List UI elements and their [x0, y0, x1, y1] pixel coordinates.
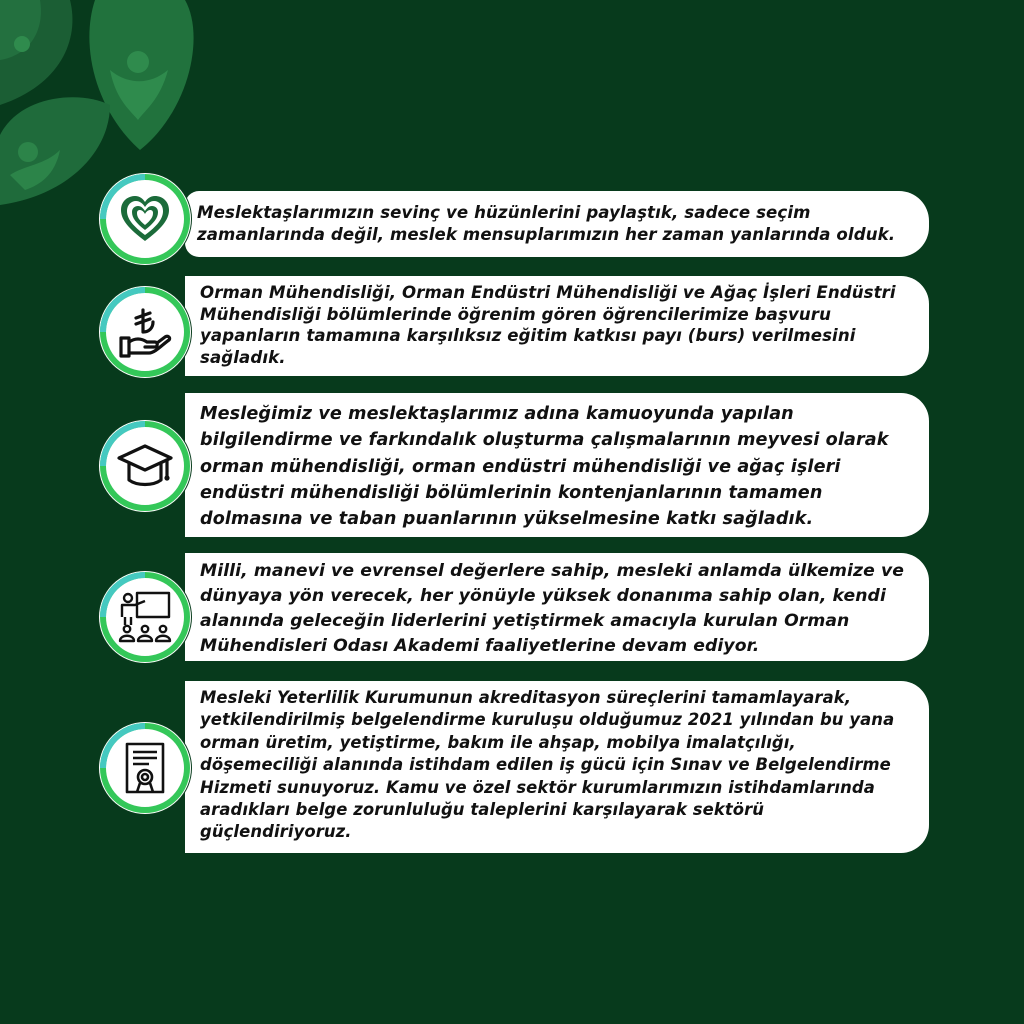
lira-hand-badge [99, 286, 191, 378]
certificate-badge [99, 722, 191, 814]
info-card-4 [185, 553, 929, 661]
info-card-1 [185, 191, 929, 257]
info-text-2: Orman Mühendisliği, Orman Endüstri Mühendisliği ve Ağaç İşleri Endüstri Mühendisliği bölümlerinde öğrenim gören öğrencilerimize başvuru yapanların tamamına karşılıksız eğitim katkısı payı (burs) verilmesini sağladık. [200, 283, 896, 367]
info-text-4: Milli, manevi ve evrensel değerlere sahip, mesleki anlamda ülkemize ve dünyaya yön verecek, her yönüyle yüksek donanıma sahip olan, kendi alanında geleceğin liderlerini yetiştirmek amacıyla kurulan Orman Mühendisleri Odası Akademi faaliyetlerine devam ediyor. [200, 561, 905, 656]
info-card-5 [185, 681, 929, 853]
info-text-3: Mesleğimiz ve meslektaşlarımız adına kamuoyunda yapılan bilgilendirme ve farkındalık oluşturma çalışmalarının meyvesi olarak orman mühendisliği, orman endüstri mühendisliği ve ağaç işleri endüstri mühendisliği bölümlerinin kontenjanlarının tamamen dolmasına ve taban puanlarının yükselmesine katkı sağladık. [200, 404, 889, 530]
classroom-teacher-badge [99, 571, 191, 663]
info-text-5: Mesleki Yeterlilik Kurumunun akreditasyon süreçlerini tamamlayarak, yetkilendirilmiş belgelendirme kuruluşu olduğumuz 2021 yılından bu yana orman üretim, yetiştirme, bakım ile ahşap, mobilya imalatçılığı, döşemeciliği alanında istihdam edilen iş gücü için Sınav ve Belgelendirme Hizmeti sunuyoruz. Kamu ve özel sektör kurumlarımızın istihdamlarında aradıkları belge zorunluluğu taleplerini karşılayarak sektörü güçlendiriyoruz. [200, 688, 895, 842]
certificate-icon [115, 738, 175, 798]
lira-hand-icon [115, 302, 175, 362]
graduation-cap-icon [115, 436, 175, 496]
info-card-2 [185, 276, 929, 376]
heart-badge [99, 173, 191, 265]
info-text-1: Meslektaşlarımızın sevinç ve hüzünlerini paylaştık, sadece seçim zamanlarında değil, meslek mensuplarımızın her zaman yanlarında olduk. [197, 203, 896, 244]
graduation-cap-badge [99, 420, 191, 512]
classroom-teacher-icon [115, 587, 175, 647]
info-card-3 [185, 393, 929, 537]
heart-icon [115, 189, 175, 249]
